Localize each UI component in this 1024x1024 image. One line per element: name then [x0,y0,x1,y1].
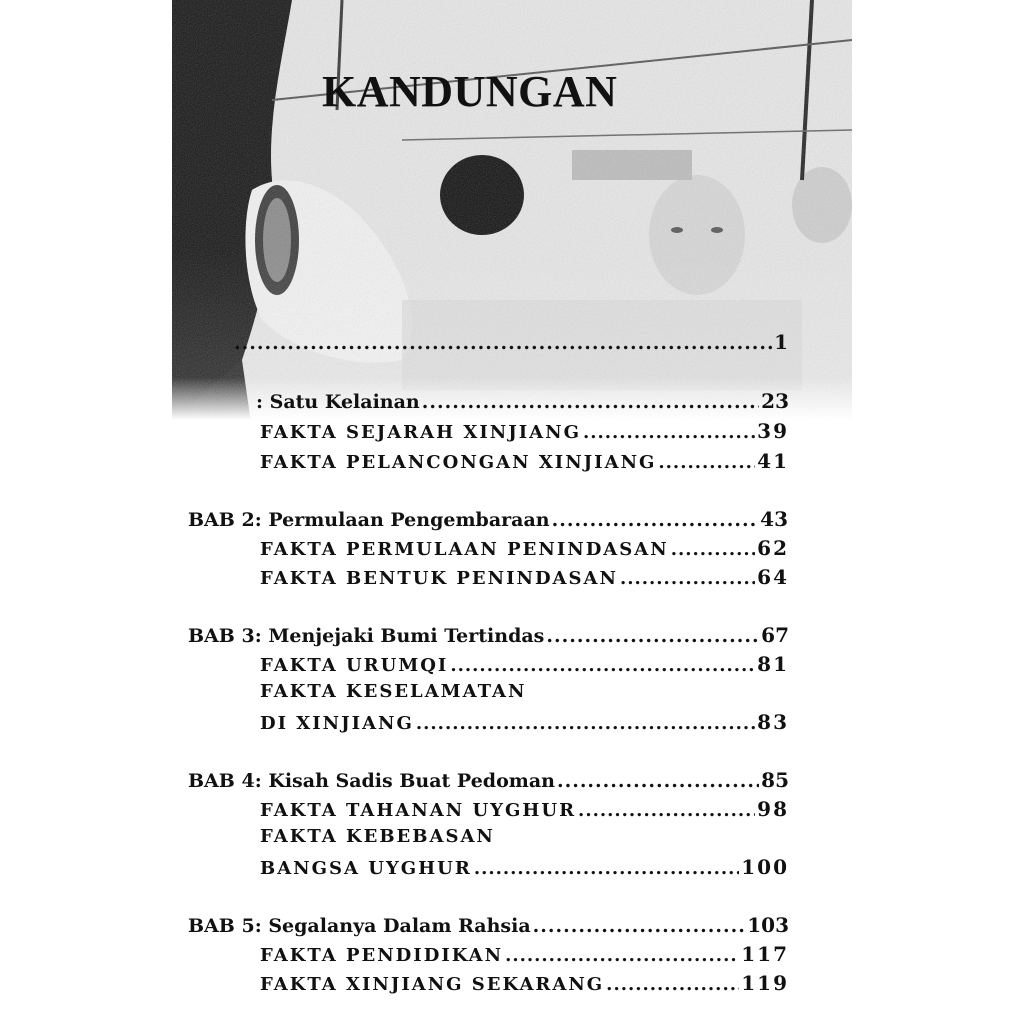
toc-entry-fact [260,710,789,734]
leader-dots [578,800,755,821]
leader-dots [658,452,755,473]
toc-entry-fact [260,971,789,995]
toc-entry-label: BAB 4: Kisah Sadis Buat Pedoman [188,770,555,792]
leader-dots [234,332,772,354]
toc-entry-page: 1 [774,330,788,354]
toc-entry-page: 98 [757,797,789,821]
table-of-contents [172,0,852,1024]
toc-entry-page: 67 [761,623,789,647]
toc-entry-chapter-3 [188,623,789,647]
leader-dots [606,974,739,995]
toc-entry-page: 119 [741,971,789,995]
toc-entry-page: 103 [747,913,789,937]
toc-entry-fact [260,565,789,589]
toc-entry-label: BAB 5: Segalanya Dalam Rahsia [188,915,531,937]
toc-entry-label: FAKTA PERMULAAN PENINDASAN [260,539,669,560]
toc-entry-fact [260,449,789,473]
leader-dots [552,509,759,531]
toc-entry-page: 85 [761,768,789,792]
toc-entry-chapter-1 [256,389,789,413]
toc-entry-page: 62 [757,536,789,560]
toc-entry-label: DI XINJIANG [260,713,414,734]
toc-entry-page: 23 [761,389,789,413]
toc-entry-label: : Satu Kelainan [256,391,420,413]
leader-dots [474,858,739,879]
toc-entry-label: BAB 3: Menjejaki Bumi Tertindas [188,625,545,647]
leader-dots [620,568,755,589]
toc-entry-label: FAKTA PENDIDIKAN [260,945,504,966]
leader-dots [505,945,739,966]
book-page [172,0,852,1024]
toc-entry-label: FAKTA URUMQI [260,655,449,676]
toc-entry-chapter-5 [188,913,789,937]
toc-entry-fact [260,419,789,443]
toc-entry-page: 83 [757,710,789,734]
toc-entry-label: FAKTA XINJIANG SEKARANG [260,974,605,995]
toc-entry-label: FAKTA PELANCONGAN XINJIANG [260,452,657,473]
leader-dots [546,625,759,647]
toc-entry-label: FAKTA TAHANAN UYGHUR [260,800,577,821]
toc-entry-page: 117 [741,942,789,966]
toc-entry-page: 41 [757,449,789,473]
toc-entry-fact [260,797,789,821]
toc-entry-label: FAKTA SEJARAH XINJIANG [260,422,581,443]
leader-dots [416,713,755,734]
toc-entry-page: 100 [741,855,789,879]
toc-entry-label: BAB 2: Permulaan Pengembaraan [188,509,550,531]
toc-entry-chapter-2 [188,507,788,531]
leader-dots [450,655,755,676]
toc-entry-page: 39 [757,419,789,443]
leader-dots [583,422,755,443]
leader-dots [557,770,759,792]
toc-entry-label: BANGSA UYGHUR [260,858,472,879]
toc-entry-fact-line: FAKTA KESELAMATAN [260,681,527,702]
toc-entry-chapter-4 [188,768,789,792]
toc-entry-fact [260,652,789,676]
toc-entry-fact [260,942,789,966]
toc-entry-page: 43 [760,507,788,531]
toc-entry-page: 64 [757,565,789,589]
leader-dots [422,391,759,413]
toc-entry-page: 81 [757,652,789,676]
leader-dots [671,539,755,560]
toc-entry-fact [260,855,789,879]
toc-entry-fact [260,536,789,560]
leader-dots [533,915,746,937]
toc-entry-label: FAKTA BENTUK PENINDASAN [260,568,618,589]
toc-entry-prologue [232,330,788,354]
toc-entry-fact-line: FAKTA KEBEBASAN [260,826,495,847]
page-title: KANDUNGAN [322,67,618,116]
